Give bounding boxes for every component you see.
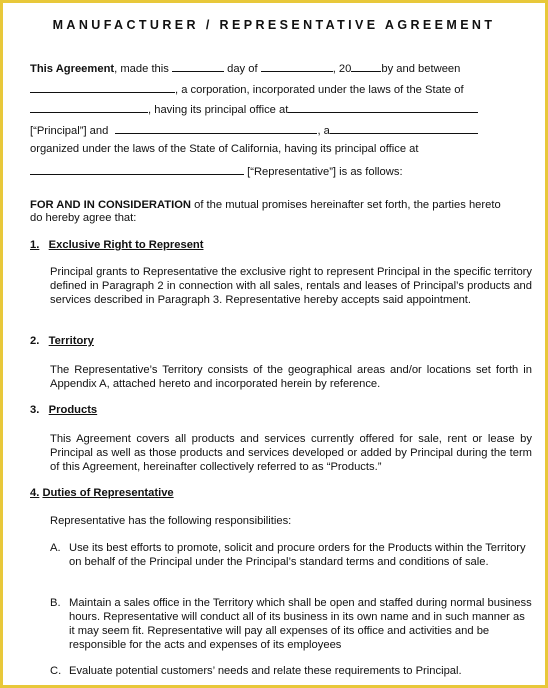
duty-text: Maintain a sales office in the Territory which shall be open and staffed during normal business hours. Representative will conduct all of its business in its own name and in such manner as it may seem fit. Representative will pay all expenses of its office and activities and be responsible for the acts and expenses of its employees [69, 597, 532, 651]
intro-line-6 [30, 163, 403, 179]
intro-line-5 [30, 142, 418, 156]
duty-letter: A. [50, 542, 61, 554]
duty-item [50, 541, 532, 569]
intro-text: , a [317, 125, 330, 137]
principal-name-blank[interactable] [30, 81, 175, 93]
agreement-label: This Agreement [30, 63, 115, 75]
intro-text: , 20 [332, 63, 352, 75]
section-title: Products [48, 404, 98, 416]
intro-text: , having its principal office at [148, 104, 289, 116]
section-title: Exclusive Right to Represent [48, 239, 204, 251]
month-blank[interactable] [261, 60, 333, 72]
intro-text: [“Representative”] is as follows: [247, 166, 403, 178]
section-title: Duties of Representative [42, 487, 174, 499]
intro-text: organized under the laws of the State of California, having its principal office at [30, 143, 419, 155]
consideration-label: FOR AND IN CONSIDERATION [30, 199, 191, 211]
consideration-text: of the mutual promises hereinafter set forth, the parties hereto [190, 199, 501, 211]
day-blank[interactable] [172, 60, 224, 72]
section-1-heading [30, 239, 203, 251]
section-4-body: Representative has the following responsibilities: [50, 515, 292, 527]
duty-letter: B. [50, 597, 61, 609]
intro-text: by and between [381, 63, 461, 75]
section-number: 1. [30, 239, 40, 251]
intro-text: , made this [114, 63, 169, 75]
intro-text: , a corporation, incorporated under the laws of the State of [175, 84, 464, 96]
section-4-heading [30, 487, 174, 499]
year-blank[interactable] [351, 60, 381, 72]
entity-type-blank[interactable] [330, 122, 478, 134]
document-title: MANUFACTURER / REPRESENTATIVE AGREEMENT [52, 18, 496, 32]
consideration-text: do hereby agree that: [30, 212, 137, 224]
intro-line-4 [30, 122, 478, 138]
section-2-heading [30, 335, 94, 347]
intro-text: day of [227, 63, 258, 75]
section-title: Territory [48, 335, 94, 347]
duty-text: Evaluate potential customers’ needs and relate these requirements to Principal. [69, 665, 462, 677]
duty-item [50, 664, 532, 678]
section-2-body: The Representative’s Territory consists of the geographical areas and/or locations set forth in Appendix A, attached hereto and incorporated herein by reference. [50, 364, 532, 390]
section-number: 2. [30, 335, 40, 347]
state-blank[interactable] [30, 101, 148, 113]
section-number: 4. [30, 487, 40, 499]
consideration-line-1 [30, 198, 501, 212]
section-number: 3. [30, 404, 40, 416]
section-3-body: This Agreement covers all products and services currently offered for sale, rent or lease by Principal as well as those products and services developed or added by Principal during the term of this Agreement, hereinafter collectively referred to as “Products.” [50, 433, 532, 473]
duty-item [50, 596, 532, 652]
document-page [3, 3, 545, 685]
representative-name-blank[interactable] [115, 122, 317, 134]
section-1-body: Principal grants to Representative the exclusive right to represent Principal in the specific territory defined in Paragraph 2 in connection with all sales, rentals and leases of Principal’s products and services described in Paragraph 3. Representative hereby accepts said appointment. [50, 266, 532, 306]
consideration-line-2 [30, 211, 136, 225]
intro-line-3 [30, 101, 478, 117]
representative-office-blank[interactable] [30, 163, 244, 175]
duty-letter: C. [50, 665, 62, 677]
intro-line-1 [30, 60, 460, 76]
intro-text: [“Principal”] and [30, 125, 109, 137]
duty-text: Use its best efforts to promote, solicit and procure orders for the Products within the Territory on behalf of the Principal under the Principal’s standard terms and conditions of sale. [69, 542, 526, 568]
principal-office-blank[interactable] [288, 101, 478, 113]
intro-line-2 [30, 81, 464, 97]
section-3-heading [30, 404, 97, 416]
